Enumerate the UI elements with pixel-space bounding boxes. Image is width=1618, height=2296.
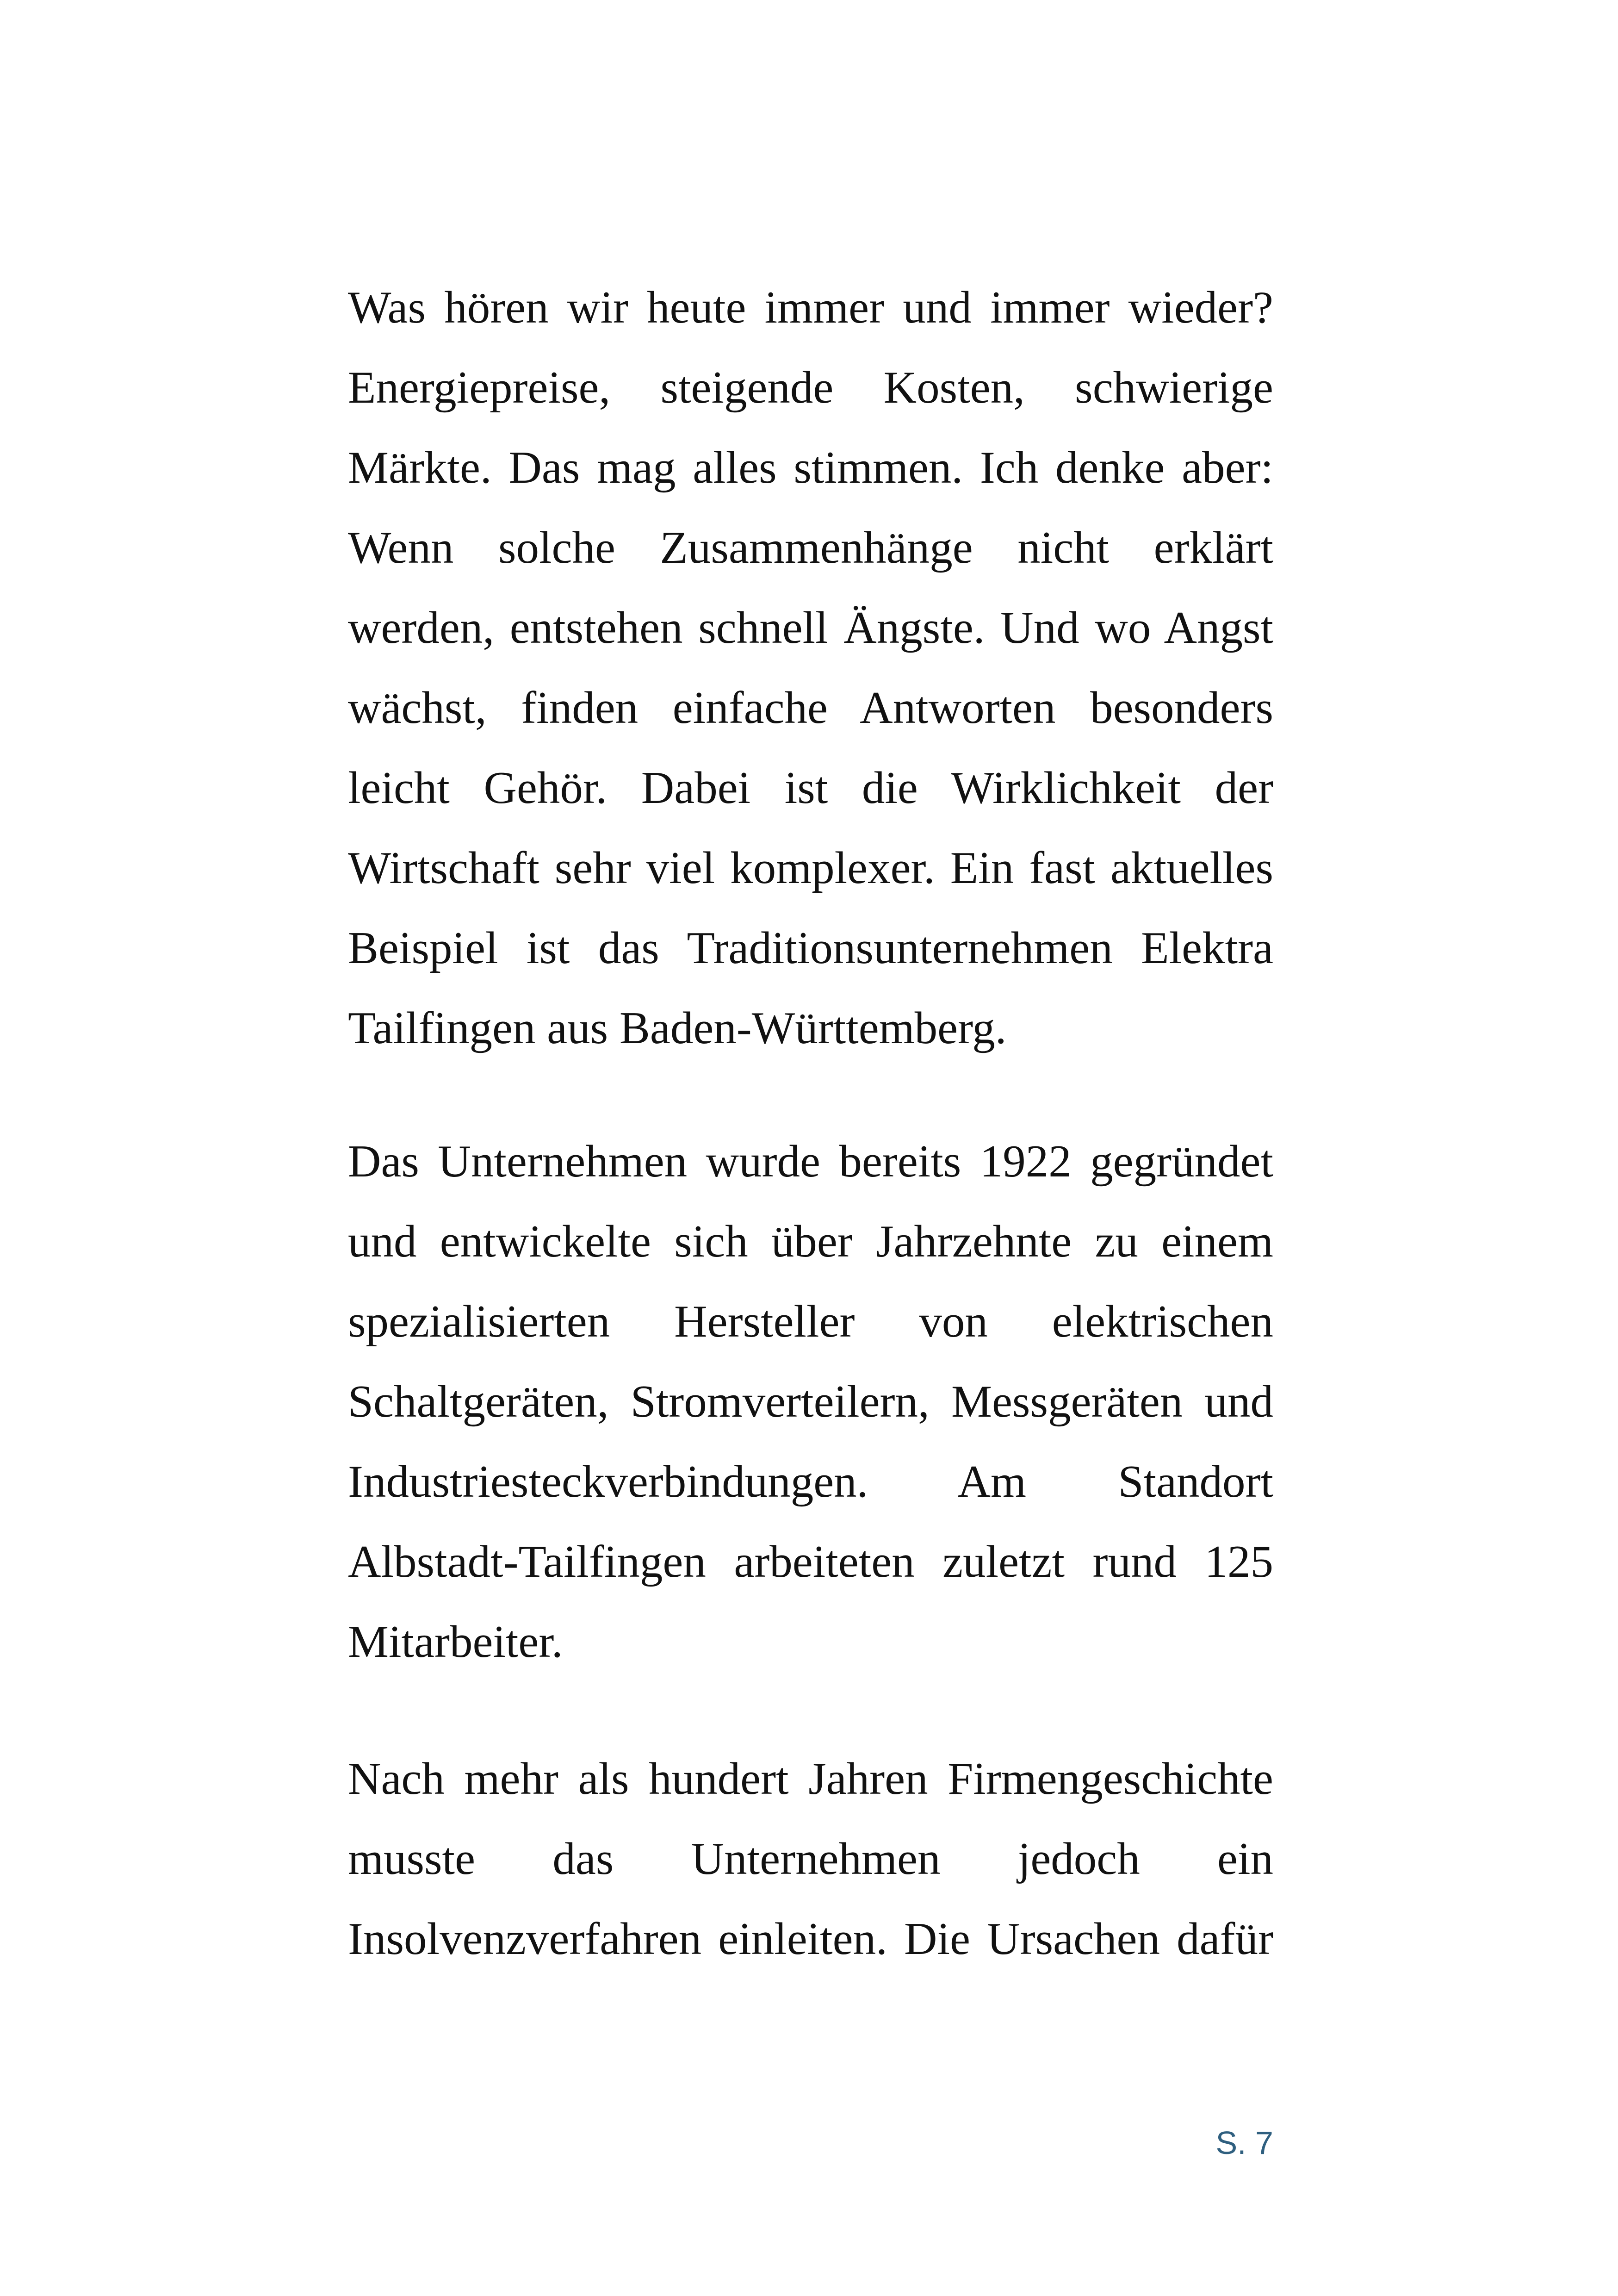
text-line: Wenn solche Zusammenhänge nicht erklärt [348, 523, 1273, 573]
text-line: werden, entstehen schnell Ängste. Und wo Angst [348, 603, 1273, 653]
text-line: Schaltgeräten, Stromverteilern, Messgeräten und [348, 1376, 1273, 1427]
text-line: Beispiel ist das Traditionsunternehmen Elektra [348, 923, 1273, 973]
text-line: Das Unternehmen wurde bereits 1922 gegründet [348, 1136, 1273, 1187]
paragraph-1 [348, 268, 1273, 1068]
paragraph-2 [348, 1121, 1273, 1682]
text-line: spezialisierten Hersteller von elektrischen [348, 1296, 1273, 1347]
text-line: Mitarbeiter. [348, 1617, 563, 1667]
text-line: Energiepreise, steigende Kosten, schwierige [348, 362, 1273, 413]
text-line: und entwickelte sich über Jahrzehnte zu einem [348, 1216, 1273, 1267]
text-line: Insolvenzverfahren einleiten. Die Ursachen dafür [348, 1914, 1273, 1964]
text-line: Was hören wir heute immer und immer wieder? [348, 282, 1273, 333]
text-line: Industriesteckverbindungen. Am Standort [348, 1456, 1273, 1507]
text-line: Nach mehr als hundert Jahren Firmengeschichte [348, 1754, 1273, 1804]
text-line: Tailfingen aus Baden-Württemberg. [348, 1003, 1007, 1053]
text-line: wächst, finden einfache Antworten besonders [348, 683, 1273, 733]
page-number: S. 7 [1215, 2125, 1273, 2161]
paragraph-3 [348, 1739, 1273, 1979]
text-line: Albstadt-Tailfingen arbeiteten zuletzt rund 125 [348, 1537, 1273, 1587]
text-line: leicht Gehör. Dabei ist die Wirklichkeit der [348, 763, 1273, 813]
text-line: Wirtschaft sehr viel komplexer. Ein fast aktuelles [348, 843, 1273, 893]
text-line: musste das Unternehmen jedoch ein [348, 1834, 1273, 1884]
text-line: Märkte. Das mag alles stimmen. Ich denke aber: [348, 442, 1273, 493]
